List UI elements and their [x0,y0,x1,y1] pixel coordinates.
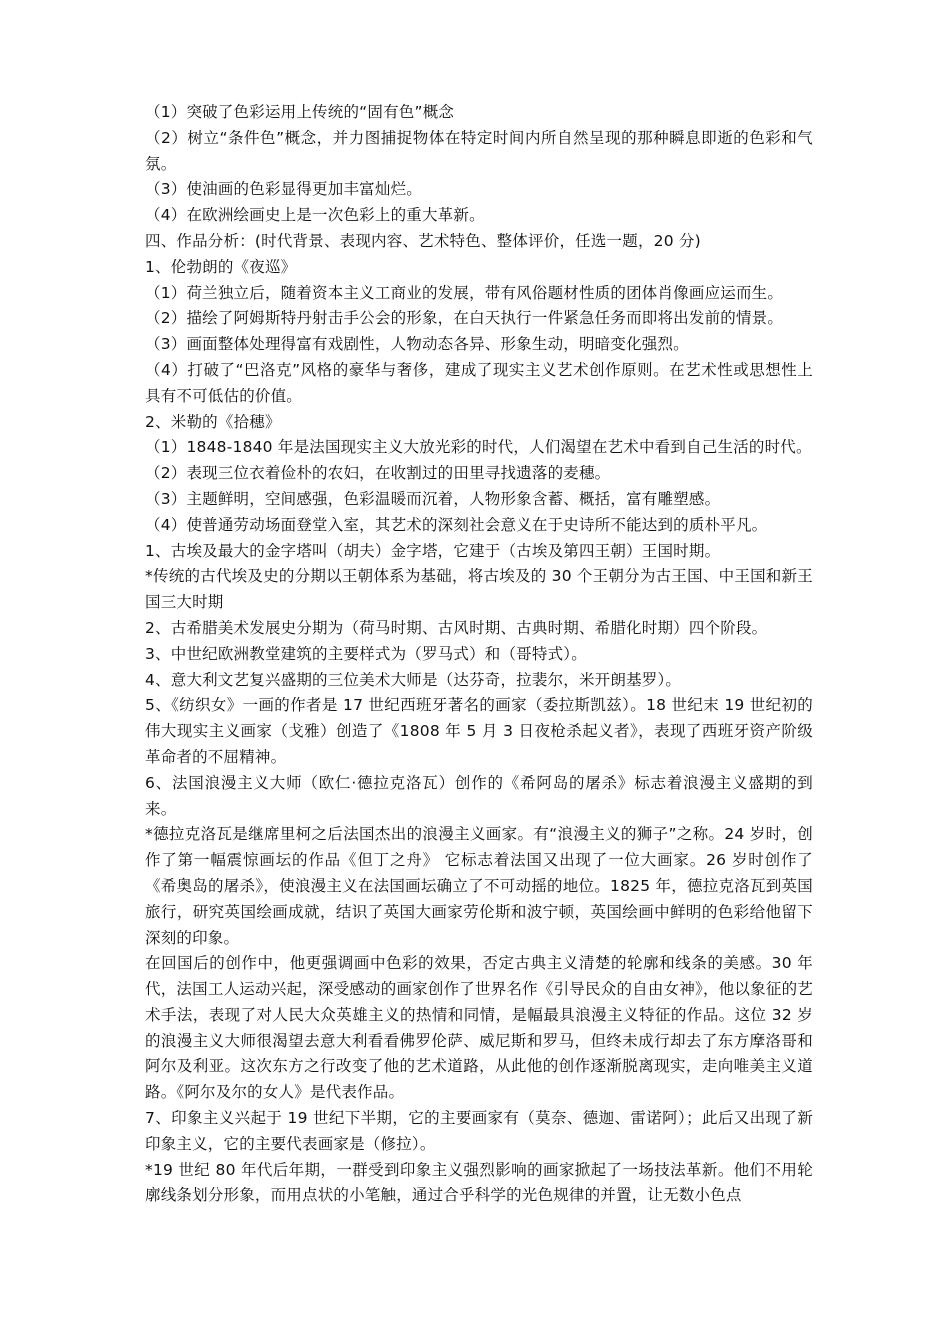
paragraph: 6、法国浪漫主义大师（欧仁·德拉克洛瓦）创作的《希阿岛的屠杀》标志着浪漫主义盛期的到来。 [145,773,813,818]
paragraph: （3）画面整体处理得富有戏剧性，人物动态各异、形象生动，明暗变化强烈。 [145,335,689,354]
subsection-heading: 1、伦勃朗的《夜巡》 [145,257,297,276]
paragraph: （4）在欧洲绘画史上是一次色彩上的重大革新。 [145,206,485,225]
document-page [145,100,813,1209]
paragraph: 在回国后的创作中，他更强调画中色彩的效果，否定古典主义清楚的轮廓和线条的美感。30 年代，法国工人运动兴起，深受感动的画家创作了世界名作《引导民众的自由女神》，他以象征的艺术手法，表现了对人民大众英雄主义的热情和同情，是幅最具浪漫主义特征的作品。这位 32 岁的浪漫主义大师很渴望去意大利看看佛罗伦萨、威尼斯和罗马，但终未成行却去了东方摩洛哥和阿尔及利亚。这次东方之行改变了他的艺术道路，从此他的创作逐渐脱离现实，走向唯美主义道路。《阿尔及尔的女人》是代表作品。 [145,954,813,1102]
paragraph: 5、《纺织女》一画的作者是 17 世纪西班牙著名的画家（委拉斯凯兹）。18 世纪末 19 世纪初的伟大现实主义画家（戈雅）创造了《1808 年 5 月 3 日夜枪杀起义者》，表现了西班牙资产阶级革命者的不屈精神。 [145,696,813,766]
paragraph: 3、中世纪欧洲教堂建筑的主要样式为（罗马式）和（哥特式）。 [145,644,587,663]
paragraph: （4）使普通劳动场面登堂入室，其艺术的深刻社会意义在于史诗所不能达到的质朴平凡。 [145,515,768,534]
paragraph: （2）描绘了阿姆斯特丹射击手公会的形象，在白天执行一件紧急任务而即将出发前的情景。 [145,309,784,328]
paragraph: （1）1848-1840 年是法国现实主义大放光彩的时代，人们渴望在艺术中看到自己生活的时代。 [145,438,812,457]
paragraph: （3）使油画的色彩显得更加丰富灿烂。 [145,180,422,199]
paragraph: （1）突破了色彩运用上传统的“固有色”概念 [145,103,455,121]
paragraph: （4）打破了“巴洛克”风格的豪华与奢侈，建成了现实主义艺术创作原则。在艺术性或思想性上具有不可低估的价值。 [145,360,813,405]
paragraph: 4、意大利文艺复兴盛期的三位美术大师是（达芬奇，拉裴尔，米开朗基罗）。 [145,670,682,689]
paragraph: 2、古希腊美术发展史分期为（荷马时期、古风时期、古典时期、希腊化时期）四个阶段。 [145,618,768,637]
paragraph: *德拉克洛瓦是继席里柯之后法国杰出的浪漫主义画家。有“浪漫主义的狮子”之称。24 岁时，创作了第一幅震惊画坛的作品《但丁之舟》 它标志着法国又出现了一位大画家。26 岁时创作了《希奥岛的屠杀》，使浪漫主义在法国画坛确立了不可动摇的地位。1825 年，德拉克洛瓦到英国旅行，研究英国绘画成就，结识了英国大画家劳伦斯和波宁顿，英国绘画中鲜明的色彩给他留下深刻的印象。 [145,825,813,947]
paragraph: （1）荷兰独立后，随着资本主义工商业的发展，带有风俗题材性质的团体肖像画应运而生。 [145,283,784,302]
subsection-heading: 2、米勒的《拾穗》 [145,412,281,431]
paragraph: *19 世纪 80 年代后年期，一群受到印象主义强烈影响的画家掀起了一场技法革新。他们不用轮廓线条划分形象，而用点状的小笔触，通过合乎科学的光色规律的并置，让无数小色点 [145,1160,813,1205]
section-heading: 四、作品分析：(时代背景、表现内容、艺术特色、整体评价，任选一题，20 分) [145,231,701,250]
paragraph: *传统的古代埃及史的分期以王朝体系为基础，将古埃及的 30 个王朝分为古王国、中王国和新王国三大时期 [145,567,813,612]
paragraph: （3）主题鲜明，空间感强，色彩温暖而沉着，人物形象含蓄、概括，富有雕塑感。 [145,489,721,508]
paragraph: 7、印象主义兴起于 19 世纪下半期，它的主要画家有（莫奈、德迦、雷诺阿）；此后又出现了新印象主义，它的主要代表画家是（修拉）。 [145,1109,813,1153]
paragraph: 1、古埃及最大的金字塔叫（胡夫）金字塔，它建于（古埃及第四王朝）王国时期。 [145,541,721,560]
paragraph: （2）树立“条件色”概念，并力图捕捉物体在特定时间内所自然呈现的那种瞬息即逝的色彩和气氛。 [145,128,813,173]
paragraph: （2）表现三位衣着俭朴的农妇，在收割过的田里寻找遗落的麦穗。 [145,464,611,483]
